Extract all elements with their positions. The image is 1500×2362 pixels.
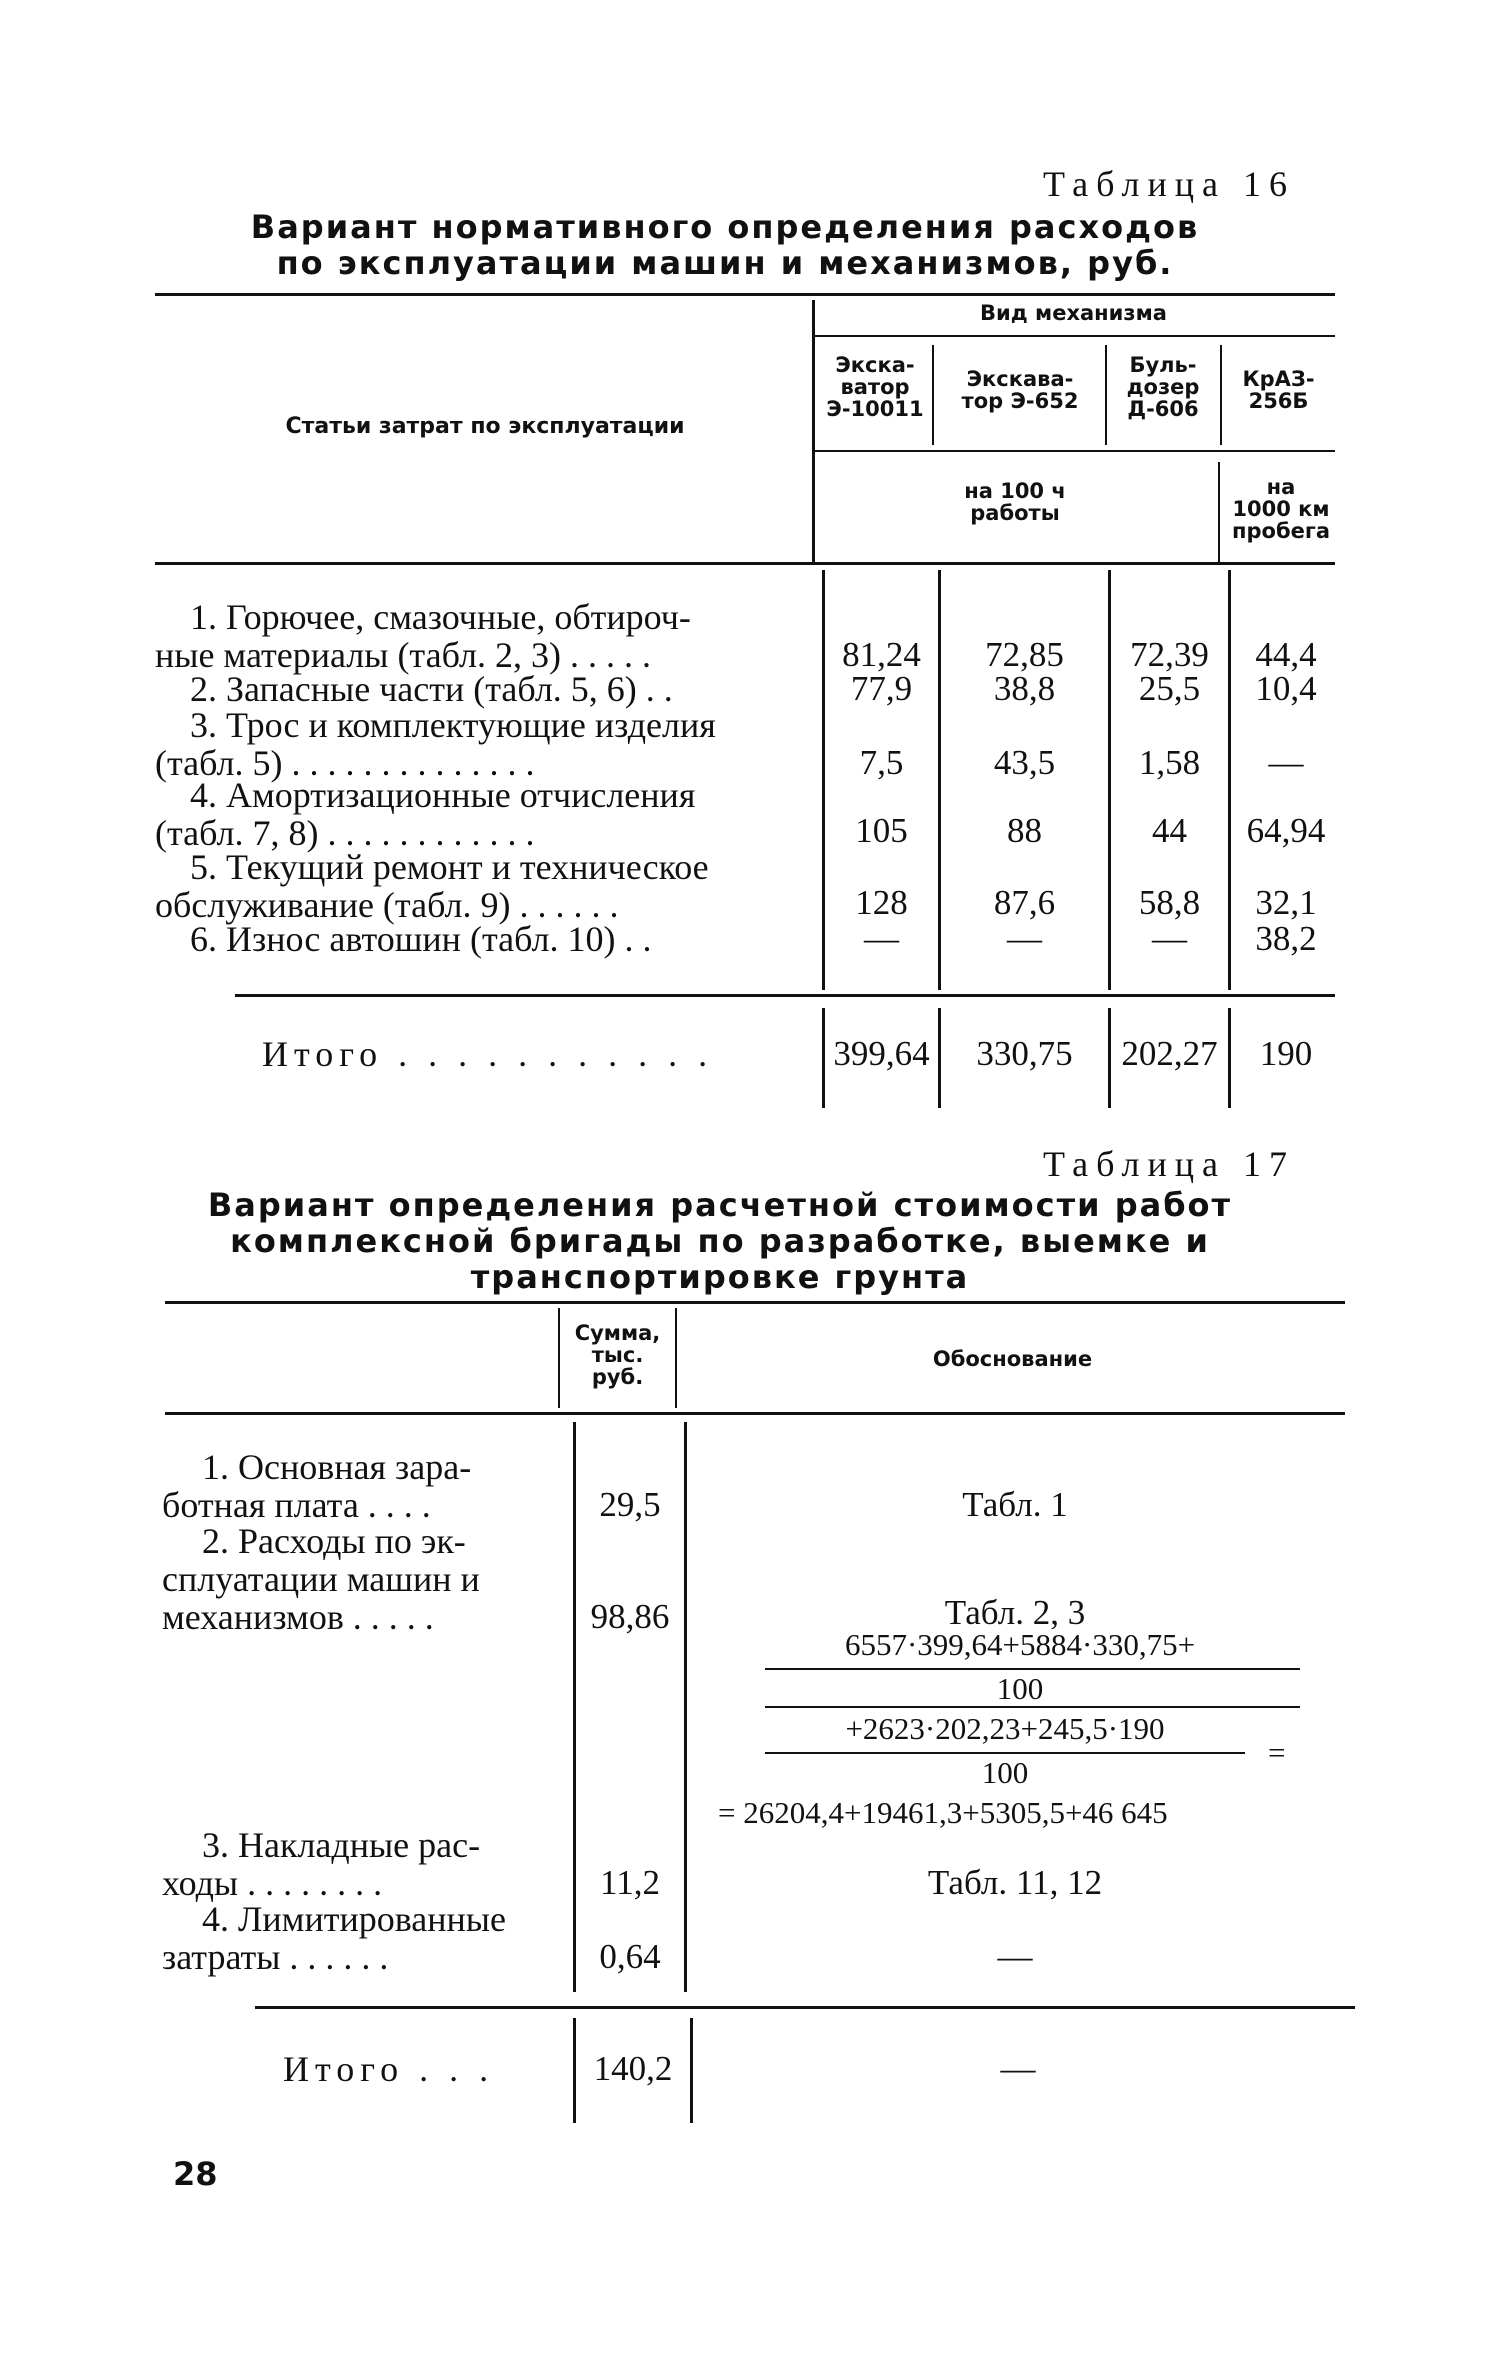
table17-col-rule-2: [684, 1422, 687, 1992]
table17-title-line1: Вариант определения расчетной стоимости работ: [207, 1186, 1233, 1224]
table16-cell: 25,5: [1138, 669, 1201, 708]
table17-row: 1. Основная зара- ботная плата . . . .: [162, 1447, 472, 1525]
table16-mech-rule: [815, 450, 1335, 452]
table16-cell: 72,39: [1130, 635, 1209, 674]
table16-group-rule: [815, 335, 1335, 337]
table16-row: 1. Горючее, смазочные, обтироч- ные материалы (табл. 2, 3) . . . . .: [155, 597, 691, 675]
table16-mech-divider-1: [932, 345, 934, 445]
page-number: 28: [173, 2155, 218, 2193]
table16-cell: 10,4: [1255, 669, 1317, 708]
table16-mech4-header: КрАЗ- 256Б: [1242, 367, 1315, 413]
table16-cell: 32,1: [1255, 883, 1317, 922]
table17-basis-cell: Табл. 2, 3: [944, 1593, 1086, 1632]
table16-cell: —: [1152, 919, 1187, 958]
table16-row: 2. Запасные части (табл. 5, 6) . .: [190, 669, 673, 709]
table16-cell: —: [1268, 743, 1304, 782]
table17-sum-cell: 98,86: [590, 1597, 670, 1636]
table16-cell: 128: [855, 883, 908, 922]
formula-numerator-2: +2623·202,23+245,5·190: [845, 1711, 1165, 1746]
table17-row: 3. Накладные рас- ходы . . . . . . . .: [162, 1825, 481, 1903]
table16-cell: 72,85: [985, 635, 1064, 674]
formula-denominator-1: 100: [996, 1671, 1044, 1706]
table16-items-header: Статьи затрат по эксплуатации: [285, 414, 685, 439]
formula-numerator-1: 6557·399,64+5884·330,75+: [844, 1627, 1196, 1662]
formula-fraction-bar-1: [765, 1668, 1300, 1670]
table17-label: Таблица 17: [1043, 1144, 1295, 1184]
table16-title-line1: Вариант нормативного определения расходов: [250, 208, 1200, 246]
table16-cell: 77,9: [850, 669, 913, 708]
table16-cell: 38,8: [993, 669, 1056, 708]
table16-row: 3. Трос и комплектующие изделия (табл. 5) . . . . . . . . . . . . . .: [155, 705, 716, 783]
table16-per-hours-header: на 100 ч работы: [964, 479, 1066, 525]
table17-header-rule: [165, 1412, 1345, 1415]
table17-total-sum: 140,2: [593, 2049, 673, 2088]
table17-basis-header: Обоснование: [932, 1347, 1093, 1371]
table16-cell: 38,2: [1255, 919, 1317, 958]
table16-cell: 43,5: [993, 743, 1056, 782]
formula-result: = 26204,4+19461,3+5305,5+46 645: [718, 1795, 1168, 1830]
table16-cell: 44: [1152, 811, 1187, 850]
table16-per-km-header: на 1000 км пробега: [1231, 475, 1331, 543]
table16-header-rule: [155, 562, 1335, 565]
table17-total-basis: —: [1000, 2049, 1036, 2088]
table17-basis-cell: —: [997, 1937, 1033, 1976]
table16-cell: —: [864, 919, 899, 958]
formula-fraction-bar-3: [765, 1752, 1245, 1754]
table17-row: 2. Расходы по эк- сплуатации машин и механизмов . . . . .: [162, 1521, 480, 1637]
table17-header-divider-2: [675, 1308, 677, 1408]
table16-mech1-header: Экска- ватор Э-10011: [826, 353, 924, 421]
table17-total-rule: [255, 2006, 1355, 2009]
table16-total-cell: 190: [1259, 1034, 1313, 1073]
table16-cell: 105: [855, 811, 908, 850]
formula-equals: =: [1268, 1735, 1286, 1770]
table16-mech2-header: Экскава- тор Э-652: [961, 367, 1079, 413]
formula-fraction-bar-2: [765, 1706, 1300, 1708]
table16-total-rule: [235, 994, 1335, 997]
table17-title-line3: транспортировке грунта: [470, 1258, 970, 1296]
table16-cell: 1,58: [1138, 743, 1201, 782]
table16-total-cell: 202,27: [1121, 1034, 1218, 1073]
table16-cell: 58,8: [1138, 883, 1201, 922]
table16-cell: 88: [1007, 811, 1042, 850]
table16-cell: 64,94: [1246, 811, 1326, 850]
table17-sum-cell: 0,64: [599, 1937, 661, 1976]
table17-basis-cell: Табл. 1: [962, 1485, 1068, 1524]
table16-mech3-header: Буль- дозер Д-606: [1126, 353, 1200, 421]
table16-cell: 81,24: [842, 635, 921, 674]
table16-row: 5. Текущий ремонт и техническое обслуживание (табл. 9) . . . . . .: [155, 847, 709, 925]
table16-cell: —: [1007, 919, 1042, 958]
table16-cell: 7,5: [859, 743, 904, 782]
table17-basis-cell: Табл. 11, 12: [927, 1863, 1103, 1902]
formula-denominator-2: 100: [981, 1755, 1029, 1790]
table17-sum-cell: 11,2: [600, 1863, 660, 1902]
table16-cell: 87,6: [993, 883, 1056, 922]
table16-row: 4. Амортизационные отчисления (табл. 7, 8) . . . . . . . . . . . .: [155, 775, 696, 853]
table17-row: 4. Лимитированные затраты . . . . . .: [162, 1899, 506, 1977]
table16-cell: 44,4: [1255, 635, 1317, 674]
table17-total-label: Итого . . .: [283, 2049, 495, 2089]
table17-sum-cell: 29,5: [599, 1485, 661, 1524]
table17-title-line2: комплексной бригады по разработке, выемке и: [230, 1222, 1210, 1260]
table16-title-line2: по эксплуатации машин и механизмов, руб.: [276, 244, 1174, 282]
table17-sum-header: Сумма, тыс. руб.: [574, 1321, 661, 1389]
table16-per-divider: [1218, 462, 1220, 562]
table16-row: 6. Износ автошин (табл. 10) . .: [190, 919, 652, 959]
table16-label: Таблица 16: [1043, 164, 1295, 204]
table16-mech-divider-2: [1105, 345, 1107, 445]
table16-total-cell: 330,75: [976, 1034, 1073, 1073]
table16-group-header: Вид механизма: [980, 301, 1167, 325]
table16-total-cell: 399,64: [833, 1034, 930, 1073]
table16-top-rule: [155, 293, 1335, 296]
table17-top-rule: [165, 1301, 1345, 1304]
table16-total-label: Итого . . . . . . . . . . .: [262, 1034, 714, 1074]
